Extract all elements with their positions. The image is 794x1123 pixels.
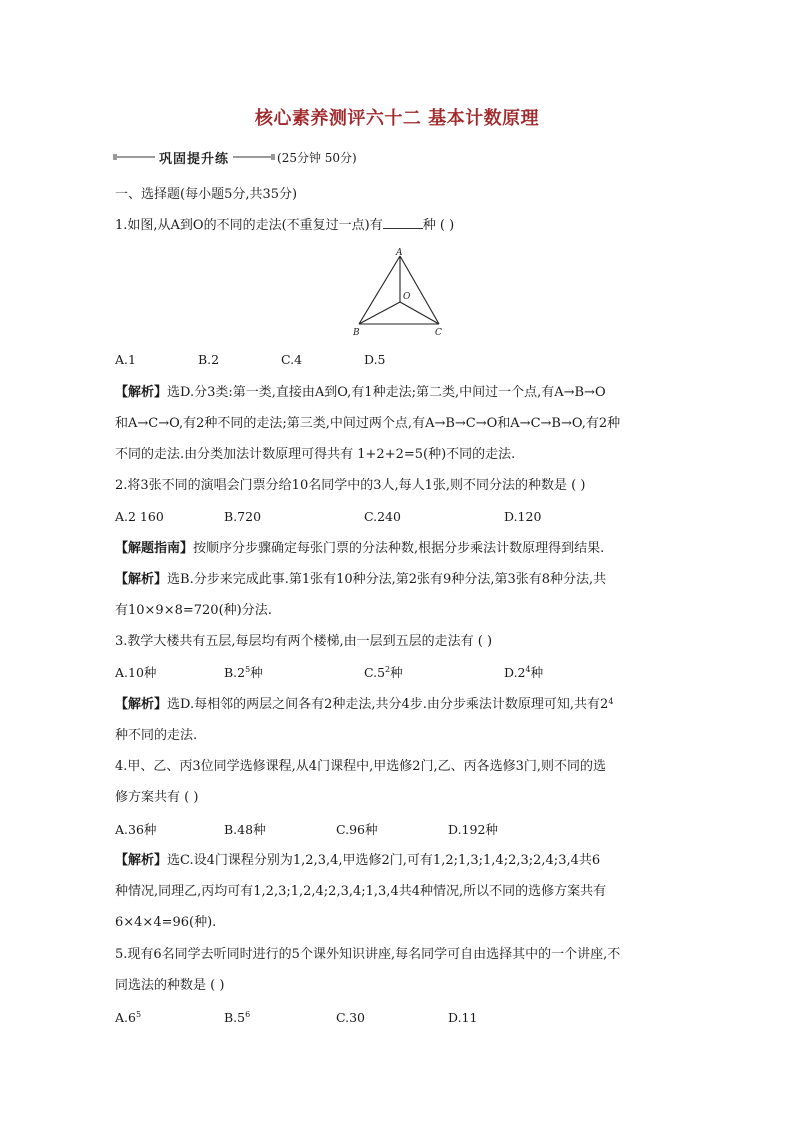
- page-title: 核心素养测评六十二 基本计数原理: [254, 108, 540, 129]
- q4-analysis-line-1: [115, 851, 600, 871]
- q3-option-c-exp: 2: [385, 665, 391, 674]
- q4-analysis-text-1: 选C.设4门课程分别为1,2,3,4,甲选修2门,可有1,2;1,3;1,4;2,3;2,4;3,4共6: [167, 853, 601, 868]
- figure-label-b: B: [353, 328, 360, 338]
- q3-option-c-base: C.5: [364, 665, 386, 680]
- q2-analysis-tag: 【解析】: [115, 572, 168, 587]
- q3-option-d: [504, 663, 543, 683]
- q1-option-c: C.4: [281, 352, 303, 367]
- q4-option-d: D.192种: [448, 822, 498, 837]
- q5-option-b-exp: 6: [245, 1010, 251, 1019]
- q1-triangle-figure: [348, 244, 448, 340]
- q1-analysis-tag: 【解析】: [115, 385, 168, 400]
- q3-analysis-line-2: 种不同的走法.: [115, 728, 198, 743]
- q2-analysis-line-2: 有10×9×8=720(种)分法.: [115, 603, 272, 618]
- q2-option-b: B.720: [224, 509, 262, 524]
- q5-option-a-base: A.6: [115, 1010, 136, 1025]
- q3-option-d-base: D.2: [504, 665, 526, 680]
- q5-stem-line-1: 5.现有6名同学去听同时进行的5个课外知识讲座,每名同学可自由选择其中的一个讲座,不: [115, 947, 621, 962]
- q3-stem: 3.教学大楼共有五层,每层均有两个楼梯,由一层到五层的走法有 ( ): [115, 634, 493, 649]
- q3-analysis-exp: 4: [608, 697, 614, 706]
- figure-label-c: C: [435, 328, 442, 338]
- section-bar-left-line: [115, 156, 155, 158]
- q2-guide: [115, 539, 604, 559]
- q4-analysis-line-2: 种情况,同理乙,丙均可有1,2,3;1,2,4;2,3,4;1,3,4共4种情况,所以不同的选修方案共有: [115, 884, 607, 899]
- q4-analysis-tag: 【解析】: [115, 853, 168, 868]
- q3-analysis-text-1: 选D.每相邻的两层之间各有2种走法,共分4步.由分步乘法计数原理可知,共有2: [167, 697, 609, 712]
- q2-guide-tag: 【解题指南】: [115, 541, 194, 556]
- figure-label-o: O: [403, 292, 411, 302]
- q5-option-d: D.11: [448, 1010, 478, 1025]
- q3-option-d-tail: 种: [530, 665, 544, 680]
- q4-analysis-line-3: 6×4×4=96(种).: [115, 915, 217, 930]
- q2-guide-text: 按顺序分步骤确定每张门票的分法种数,根据分步乘法计数原理得到结果.: [193, 541, 605, 556]
- q1-option-b: B.2: [198, 352, 220, 367]
- q2-option-d: D.120: [504, 509, 542, 524]
- q1-analysis-line-1: [115, 383, 606, 403]
- q1-stem-post: 种 ( ): [422, 218, 455, 233]
- q5-option-a-exp: 5: [135, 1010, 142, 1019]
- q3-option-a: A.10种: [115, 665, 157, 680]
- q1-answer-blank: [383, 216, 423, 229]
- q2-analysis-text-1: 选B.分步来完成此事.第1张有10种分法,第2张有9种分法,第3张有8种分法,共: [167, 572, 607, 587]
- q2-stem: 2.将3张不同的演唱会门票分给10名同学中的3人,每人1张,则不同分法的种数是 ( ): [115, 478, 586, 493]
- q3-analysis-tag: 【解析】: [115, 697, 168, 712]
- q3-option-c: [364, 663, 403, 683]
- q3-option-d-exp: 4: [525, 665, 531, 674]
- q3-analysis-line-1: [115, 695, 613, 715]
- q3-option-b-base: B.2: [224, 665, 246, 680]
- section-meta: (25分钟 50分): [277, 150, 357, 165]
- q1-option-d: D.5: [364, 352, 386, 367]
- q4-option-b: B.48种: [224, 822, 266, 837]
- section-header: [115, 148, 357, 166]
- q2-option-c: C.240: [364, 509, 401, 524]
- q3-option-b: [224, 663, 263, 683]
- q5-stem-line-2: 同选法的种数是 ( ): [115, 978, 225, 993]
- q4-stem-line-2: 修方案共有 ( ): [115, 790, 199, 805]
- q1-stem: [115, 216, 454, 236]
- q5-option-a: [115, 1008, 141, 1028]
- q5-option-c: C.30: [336, 1010, 365, 1025]
- q5-option-b-base: B.5: [224, 1010, 246, 1025]
- q4-stem-line-1: 4.甲、乙、丙3位同学选修课程,从4门课程中,甲选修2门,乙、丙各选修3门,则不同的选: [115, 759, 607, 774]
- q5-option-b: [224, 1008, 250, 1028]
- figure-label-a: A: [396, 248, 403, 258]
- q2-analysis-line-1: [115, 570, 606, 590]
- section-label: 巩固提升练: [159, 151, 230, 167]
- part-heading: 一、选择题(每小题5分,共35分): [115, 187, 298, 202]
- section-bar-right-line: [233, 156, 273, 158]
- q1-stem-pre: 1.如图,从A到O的不同的走法(不重复过一点)有: [115, 218, 383, 233]
- q3-option-b-tail: 种: [250, 665, 263, 680]
- q1-analysis-line-2: 和A→C→O,有2种不同的走法;第三类,中间过两个点,有A→B→C→O和A→C→B→O,有2种: [115, 416, 621, 431]
- q3-option-c-tail: 种: [390, 665, 403, 680]
- q1-analysis-line-3: 不同的走法.由分类加法计数原理可得共有 1+2+2=5(种)不同的走法.: [115, 447, 516, 462]
- q1-option-a: A.1: [115, 352, 136, 367]
- q1-analysis-text-1: 选D.分3类:第一类,直接由A到O,有1种走法;第二类,中间过一个点,有A→B→O: [167, 385, 606, 400]
- q4-option-a: A.36种: [115, 822, 157, 837]
- q3-option-b-exp: 5: [245, 665, 251, 674]
- q4-option-c: C.96种: [336, 822, 378, 837]
- q2-option-a: A.2 160: [115, 509, 164, 524]
